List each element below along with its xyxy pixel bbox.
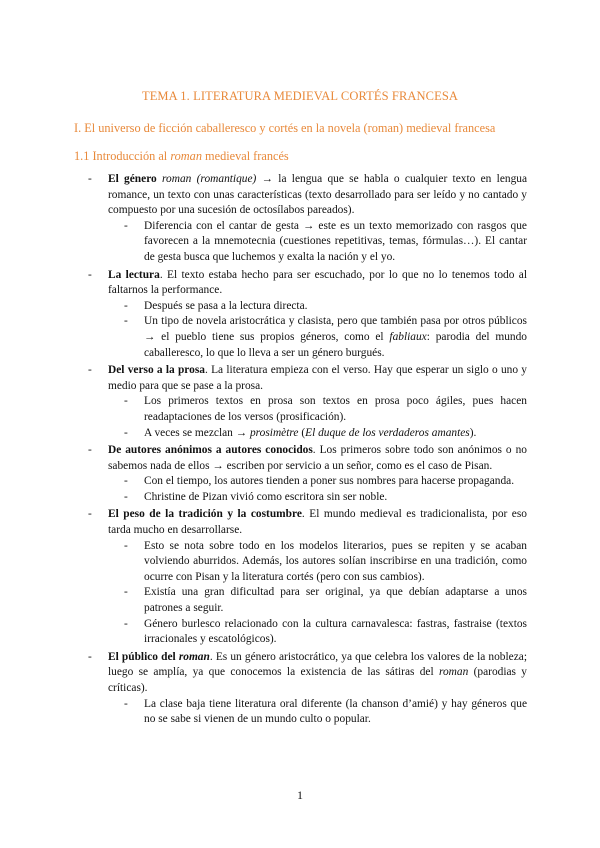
term-em: roman (romantique) [156,173,257,185]
item-text: . La literatura empieza con el verso. Hay que esperar un siglo o uno y medio para que se pase a la prosa. [108,364,527,392]
bullet-dash: - [124,219,128,232]
sub-item-text: A veces se mezclan → [144,426,250,439]
item-em: roman [438,666,469,679]
term: El peso de la tradición y la costumbre [108,508,302,521]
sub-item-text: Christine de Pizan vivió como escritora sin ser noble. [144,490,388,503]
bullet-dash: - [124,475,128,488]
term: La lectura [108,268,160,281]
sub-item [80,585,527,616]
sub-item-text: Después se pasa a la lectura directa. [144,299,308,312]
sub-item-text: Los primeros textos en prosa son textos en prosa poco ágiles, pues hacen readaptaciones de los versos (prosificación). [144,395,527,423]
section-heading: I. El universo de ficción caballeresco y cortés en la novela (roman) medieval francesa [74,121,496,135]
item-text: . Los primeros sobre todo son anónimos o no sabemos nada de ellos → escriben por servicio a un señor, como es el caso de Pisan. [108,444,527,472]
term: El género [108,173,157,185]
subsection-heading [74,149,289,164]
document-body [80,172,527,728]
sub-item-text: Existía una gran dificultad para ser original, ya que debían adaptarse a unos patrones a seguir. [144,586,527,615]
list-item-autores [80,443,527,474]
term-em: roman [178,650,210,663]
sub-item [80,394,527,425]
sub-item-text: Diferencia con el cantar de gesta → este es un texto memorizado con rasgos que favorecen a la mnemotecnia (cuestiones repetitivas, temas, fórmulas…). El cantar de gesta busca que luchemos y exalta la nación y el yo. [144,219,527,263]
item-text: . El mundo medieval es tradicionalista, por eso tarda mucho en desarrollarse. [108,508,527,537]
sub-item [80,219,527,266]
bullet-dash: - [88,508,92,521]
bullet-dash: - [124,426,128,439]
sub-item [80,617,527,648]
sub-item-em: fabliaux [389,330,427,343]
document-title: TEMA 1. LITERATURA MEDIEVAL CORTÉS FRANCESA [141,89,459,103]
sub-item [80,299,527,315]
item-text: (parodias y críticas). [108,666,527,694]
subsection-heading-post: medieval francés [201,149,289,163]
item-text: . El texto estaba hecho para ser escuchado, por lo que no lo tenemos todo al faltarnos la performance. [108,268,527,297]
list-item-genero [80,172,527,219]
bullet-dash: - [124,315,128,328]
page-number: 1 [297,788,303,802]
list-item-verso [80,363,527,394]
list-item-publico [80,650,527,697]
list-item-tradicion [80,507,527,538]
sub-item-text: Un tipo de novela aristocrática y clasista, pero que también pasa por otros públicos → el pueblo tiene sus propios géneros, como el [144,315,527,343]
sub-item [80,490,527,506]
sub-item [80,426,527,442]
item-text: → la lengua que se habla o cualquier texto en lengua romance, un texto con unas características (texto desarrollado para ser leído y no cantado y compuesto por una sucesión de octosílabos pareados). [108,173,528,217]
bullet-dash: - [124,299,128,312]
bullet-dash: - [124,617,128,630]
bullet-dash: - [124,490,128,503]
bullet-dash: - [88,173,92,185]
bullet-dash: - [124,395,128,408]
bullet-dash: - [124,697,128,710]
sub-item-text: Género burlesco relacionado con la cultura carnavalesca: fastras, fastraise (textos irracionales y escatológicos). [144,617,527,646]
bullet-dash: - [124,539,128,552]
sub-item-em: prosimètre [249,426,299,439]
sub-item-text: La clase baja tiene literatura oral diferente (la chanson d’amié) y hay géneros que no se sabe si vienen de un mundo culto o popular. [144,697,527,726]
subsection-heading-pre: 1.1 Introducción al [74,149,171,163]
sub-item [80,697,527,728]
term: Del verso a la prosa [108,364,205,377]
list-item-lectura [80,268,527,299]
sub-item-text: ). [469,426,477,439]
bullet-dash: - [124,586,128,599]
term: De autores anónimos a autores conocidos [108,444,313,457]
bullet-dash: - [88,444,92,457]
bullet-dash: - [88,268,92,281]
subsection-heading-em: roman [170,149,202,163]
sub-item [80,314,527,361]
sub-item-text: ( [298,426,306,439]
sub-item [80,474,527,490]
bullet-dash: - [88,650,92,663]
sub-item-text: : parodia del mundo caballeresco, lo que lo lleva a ser un género burgués. [144,330,527,359]
bullet-dash: - [88,364,92,377]
item-text: . Es un género aristocrático, ya que celebra los valores de la nobleza; luego se amplía, ya que conocemos la existencia de las sátiras del [108,650,527,679]
sub-item-text: Esto se nota sobre todo en los modelos literarios, pues se repiten y se acaban volviendo aburridos. Además, los autores solían inscribirse en una tradición, como ocurre con Pisan y la literatura cortés (pero con sus cambios). [144,539,527,583]
sub-item-em: El duque de los verdaderos amantes [305,426,470,439]
sub-item-text: Con el tiempo, los autores tienden a poner sus nombres para hacerse propaganda. [144,475,515,488]
term: El público del [108,650,179,663]
sub-item [80,539,527,586]
